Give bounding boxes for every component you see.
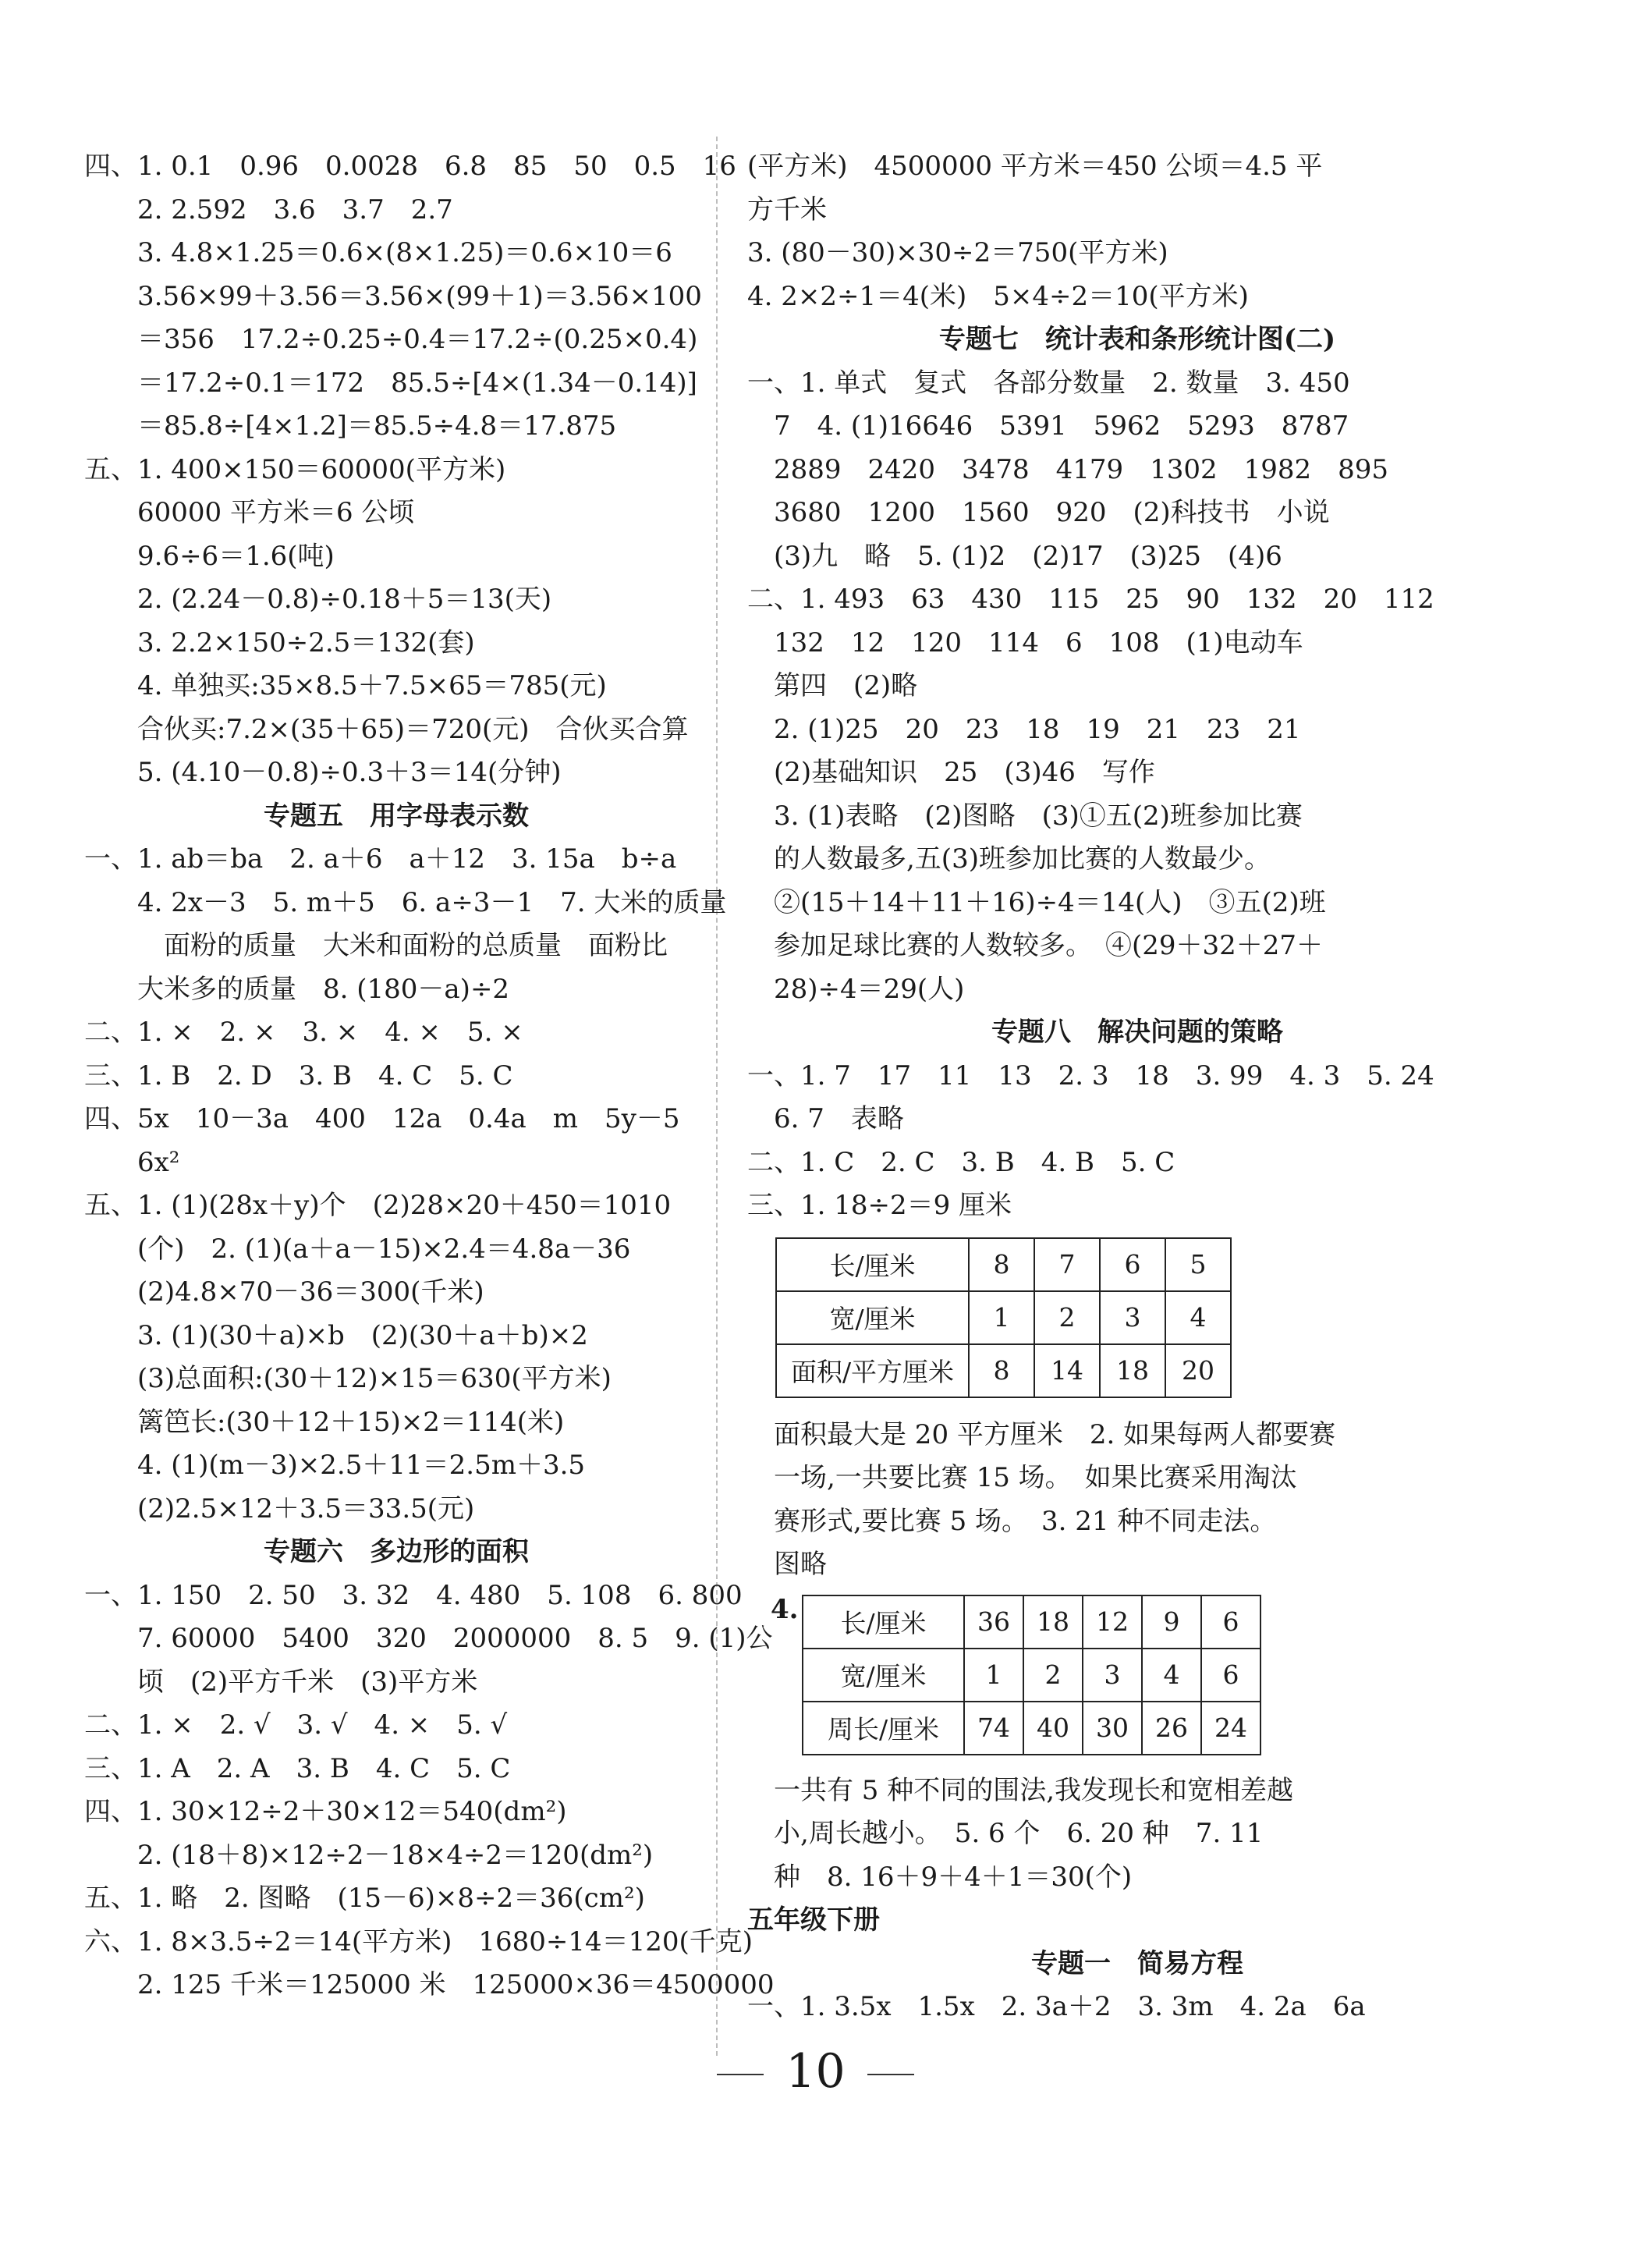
answer-line: 六、1. 8×3.5÷2＝14(平方米) 1680÷14＝120(千克) xyxy=(84,1925,753,1957)
table-cell: 6 xyxy=(1201,1649,1260,1702)
answer-line: ②(15＋14＋11＋16)÷4＝14(人) ③五(2)班 xyxy=(747,886,1326,918)
answer-line: (2)4.8×70－36＝300(千米) xyxy=(84,1276,484,1308)
answer-line: 3. (1)(30＋a)×b (2)(30＋a＋b)×2 xyxy=(84,1319,588,1351)
answer-line: 7. 60000 5400 320 2000000 8. 5 9. (1)公 xyxy=(84,1623,773,1654)
answer-line: 9.6÷6＝1.6(吨) xyxy=(84,540,335,572)
answer-line: 篱笆长:(30＋12＋15)×2＝114(米) xyxy=(84,1406,565,1438)
section-heading: 专题八 解决问题的策略 xyxy=(991,1017,1283,1048)
answer-table xyxy=(775,1237,1232,1398)
answer-line: 一、1. 3.5x 1.5x 2. 3a＋2 3. 3m 4. 2a 6a xyxy=(747,1991,1366,2022)
section-heading: 专题七 统计表和条形统计图(二) xyxy=(938,324,1336,355)
answer-line: 5. (4.10－0.8)÷0.3＋3＝14(分钟) xyxy=(84,757,562,788)
row-label: 长/厘米 xyxy=(803,1595,964,1649)
table-row xyxy=(776,1344,1231,1397)
table-cell: 40 xyxy=(1023,1702,1083,1755)
table-row xyxy=(803,1702,1260,1755)
answer-line: 第四 (2)略 xyxy=(747,670,918,701)
answer-line: 一场,一共要比赛 15 场。 如果比赛采用淘汰 xyxy=(747,1462,1297,1493)
answer-table xyxy=(802,1595,1261,1755)
table-row xyxy=(776,1291,1231,1344)
answer-line: 顷 (2)平方千米 (3)平方米 xyxy=(84,1666,478,1698)
answer-line: 合伙买:7.2×(35＋65)＝720(元) 合伙买合算 xyxy=(84,713,689,745)
answer-line: 种 8. 16＋9＋4＋1＝30(个) xyxy=(747,1861,1133,1893)
answer-line: 4. 2×2÷1＝4(米) 5×4÷2＝10(平方米) xyxy=(747,280,1249,312)
row-label: 宽/厘米 xyxy=(803,1649,964,1702)
answer-line: 3. (80－30)×30÷2＝750(平方米) xyxy=(747,237,1168,268)
answer-line: 6x² xyxy=(84,1146,180,1178)
row-label: 长/厘米 xyxy=(776,1238,969,1291)
answer-line: 3. 2.2×150÷2.5＝132(套) xyxy=(84,626,475,658)
answer-line: 四、1. 0.1 0.96 0.0028 6.8 85 50 0.5 16 xyxy=(84,151,736,182)
answer-line: 大米多的质量 8. (180－a)÷2 xyxy=(84,973,510,1005)
answer-line: 二、1. C 2. C 3. B 4. B 5. C xyxy=(747,1146,1175,1178)
answer-line: 3. (1)表略 (2)图略 (3)①五(2)班参加比赛 xyxy=(747,800,1303,832)
answer-line: 3.56×99＋3.56＝3.56×(99＋1)＝3.56×100 xyxy=(84,280,702,312)
table-cell: 18 xyxy=(1023,1595,1083,1649)
table-cell: 14 xyxy=(1034,1344,1100,1397)
answer-line: 一、1. 150 2. 50 3. 32 4. 480 5. 108 6. 800 xyxy=(84,1579,743,1611)
answer-line: 2. (2.24－0.8)÷0.18＋5＝13(天) xyxy=(84,584,552,615)
section-heading: 专题五 用字母表示数 xyxy=(264,800,529,832)
table-row xyxy=(776,1238,1231,1291)
table-cell: 8 xyxy=(969,1344,1034,1397)
answer-line: 一、1. ab＝ba 2. a＋6 a＋12 3. 15a b÷a xyxy=(84,843,677,875)
table-cell: 8 xyxy=(969,1238,1034,1291)
table-cell: 26 xyxy=(1142,1702,1201,1755)
answer-line: ＝85.8÷[4×1.2]＝85.5÷4.8＝17.875 xyxy=(84,410,617,442)
answer-line: (个) 2. (1)(a＋a－15)×2.4＝4.8a－36 xyxy=(84,1233,631,1265)
section-heading: 专题六 多边形的面积 xyxy=(264,1536,529,1567)
answer-line: ＝17.2÷0.1＝172 85.5÷[4×(1.34－0.14)] xyxy=(84,367,697,399)
answer-line: 三、1. A 2. A 3. B 4. C 5. C xyxy=(84,1752,511,1784)
answer-line: 五、1. 400×150＝60000(平方米) xyxy=(84,453,506,485)
answer-line: (平方米) 4500000 平方米＝450 公顷＝4.5 平 xyxy=(747,151,1323,182)
row-label: 周长/厘米 xyxy=(803,1702,964,1755)
answer-line: 二、1. × 2. × 3. × 4. × 5. × xyxy=(84,1017,523,1048)
table-cell: 36 xyxy=(964,1595,1023,1649)
answer-line: 参加足球比赛的人数较多。 ④(29＋32＋27＋ xyxy=(747,930,1324,961)
answer-line: 三、1. 18÷2＝9 厘米 xyxy=(747,1190,1012,1221)
question-number: 4. xyxy=(771,1593,799,1625)
answer-line: 四、5x 10－3a 400 12a 0.4a m 5y－5 xyxy=(84,1103,680,1134)
answer-line: (2)2.5×12＋3.5＝33.5(元) xyxy=(84,1492,475,1524)
answer-line: 一、1. 7 17 11 13 2. 3 18 3. 99 4. 3 5. 24 xyxy=(747,1059,1434,1091)
answer-line: 4. 单独买:35×8.5＋7.5×65＝785(元) xyxy=(84,670,607,701)
answer-line: 2889 2420 3478 4179 1302 1982 895 xyxy=(747,453,1389,485)
table-cell: 3 xyxy=(1083,1649,1142,1702)
page-number: 10 xyxy=(785,2044,846,2099)
answer-line: 一、1. 单式 复式 各部分数量 2. 数量 3. 450 xyxy=(747,367,1350,399)
row-label: 宽/厘米 xyxy=(776,1291,969,1344)
answer-line: (2)基础知识 25 (3)46 写作 xyxy=(747,757,1155,788)
answer-line: 2. 125 千米＝125000 米 125000×36＝4500000 xyxy=(84,1969,775,2000)
answer-line: 方千米 xyxy=(747,193,827,225)
answer-line: 图略 xyxy=(747,1549,827,1580)
table-cell: 12 xyxy=(1083,1595,1142,1649)
answer-line: 7 4. (1)16646 5391 5962 5293 8787 xyxy=(747,410,1349,442)
answer-line: 的人数最多,五(3)班参加比赛的人数最少。 xyxy=(747,843,1271,875)
answer-line: 三、1. B 2. D 3. B 4. C 5. C xyxy=(84,1059,513,1091)
answer-line: 3. 4.8×1.25＝0.6×(8×1.25)＝0.6×10＝6 xyxy=(84,237,672,268)
footer-rule-right xyxy=(867,2074,914,2075)
answer-line: (3)总面积:(30＋12)×15＝630(平方米) xyxy=(84,1363,612,1394)
answer-line: 五、1. 略 2. 图略 (15－6)×8÷2＝36(cm²) xyxy=(84,1883,645,1914)
answer-line: 3680 1200 1560 920 (2)科技书 小说 xyxy=(747,497,1330,528)
column-divider xyxy=(716,137,718,2056)
table-cell: 4 xyxy=(1142,1649,1201,1702)
row-label: 面积/平方厘米 xyxy=(776,1344,969,1397)
answer-line: 2. 2.592 3.6 3.7 2.7 xyxy=(84,193,453,225)
table-cell: 7 xyxy=(1034,1238,1100,1291)
footer-rule-left xyxy=(717,2074,764,2075)
table-cell: 3 xyxy=(1100,1291,1165,1344)
table-cell: 1 xyxy=(969,1291,1034,1344)
answer-line: 面积最大是 20 平方厘米 2. 如果每两人都要赛 xyxy=(747,1418,1336,1450)
section-heading: 专题一 简易方程 xyxy=(1031,1947,1243,1979)
table-cell: 5 xyxy=(1165,1238,1231,1291)
answer-line: 四、1. 30×12÷2＋30×12＝540(dm²) xyxy=(84,1796,567,1827)
answer-line: (3)九 略 5. (1)2 (2)17 (3)25 (4)6 xyxy=(747,540,1282,572)
table-row xyxy=(803,1595,1260,1649)
table-cell: 30 xyxy=(1083,1702,1142,1755)
answer-line: ＝356 17.2÷0.25÷0.4＝17.2÷(0.25×0.4) xyxy=(84,324,698,355)
answer-line: 五、1. (1)(28x＋y)个 (2)28×20＋450＝1010 xyxy=(84,1190,672,1221)
answer-line: 小,周长越小。 5. 6 个 6. 20 种 7. 11 xyxy=(747,1818,1264,1849)
table-cell: 4 xyxy=(1165,1291,1231,1344)
table-row xyxy=(803,1649,1260,1702)
answer-line: 6. 7 表略 xyxy=(747,1103,904,1134)
table-cell: 24 xyxy=(1201,1702,1260,1755)
answer-line: 28)÷4＝29(人) xyxy=(747,973,965,1005)
table-cell: 6 xyxy=(1100,1238,1165,1291)
table-cell: 2 xyxy=(1023,1649,1083,1702)
table-cell: 2 xyxy=(1034,1291,1100,1344)
answer-line: 二、1. × 2. √ 3. √ 4. × 5. √ xyxy=(84,1709,508,1741)
answer-line: 二、1. 493 63 430 115 25 90 132 20 112 xyxy=(747,584,1434,615)
table-cell: 20 xyxy=(1165,1344,1231,1397)
answer-line: 60000 平方米＝6 公顷 xyxy=(84,497,415,528)
answer-line: 面粉的质量 大米和面粉的总质量 面粉比 xyxy=(84,930,668,961)
table-cell: 9 xyxy=(1142,1595,1201,1649)
answer-line: 4. 2x－3 5. m＋5 6. a÷3－1 7. 大米的质量 xyxy=(84,886,727,918)
answer-line: 4. (1)(m－3)×2.5＋11＝2.5m＋3.5 xyxy=(84,1450,586,1481)
section-heading: 五年级下册 xyxy=(747,1904,880,1936)
table-cell: 6 xyxy=(1201,1595,1260,1649)
page-footer xyxy=(0,2044,1631,2099)
answer-line: 132 12 120 114 6 108 (1)电动车 xyxy=(747,626,1303,658)
answer-line: 2. (1)25 20 23 18 19 21 23 21 xyxy=(747,713,1301,745)
answer-line: 赛形式,要比赛 5 场。 3. 21 种不同走法。 xyxy=(747,1505,1277,1537)
table-cell: 18 xyxy=(1100,1344,1165,1397)
table-cell: 1 xyxy=(964,1649,1023,1702)
answer-line: 2. (18＋8)×12÷2－18×4÷2＝120(dm²) xyxy=(84,1839,654,1871)
answer-line: 一共有 5 种不同的围法,我发现长和宽相差越 xyxy=(747,1774,1294,1806)
table-cell: 74 xyxy=(964,1702,1023,1755)
